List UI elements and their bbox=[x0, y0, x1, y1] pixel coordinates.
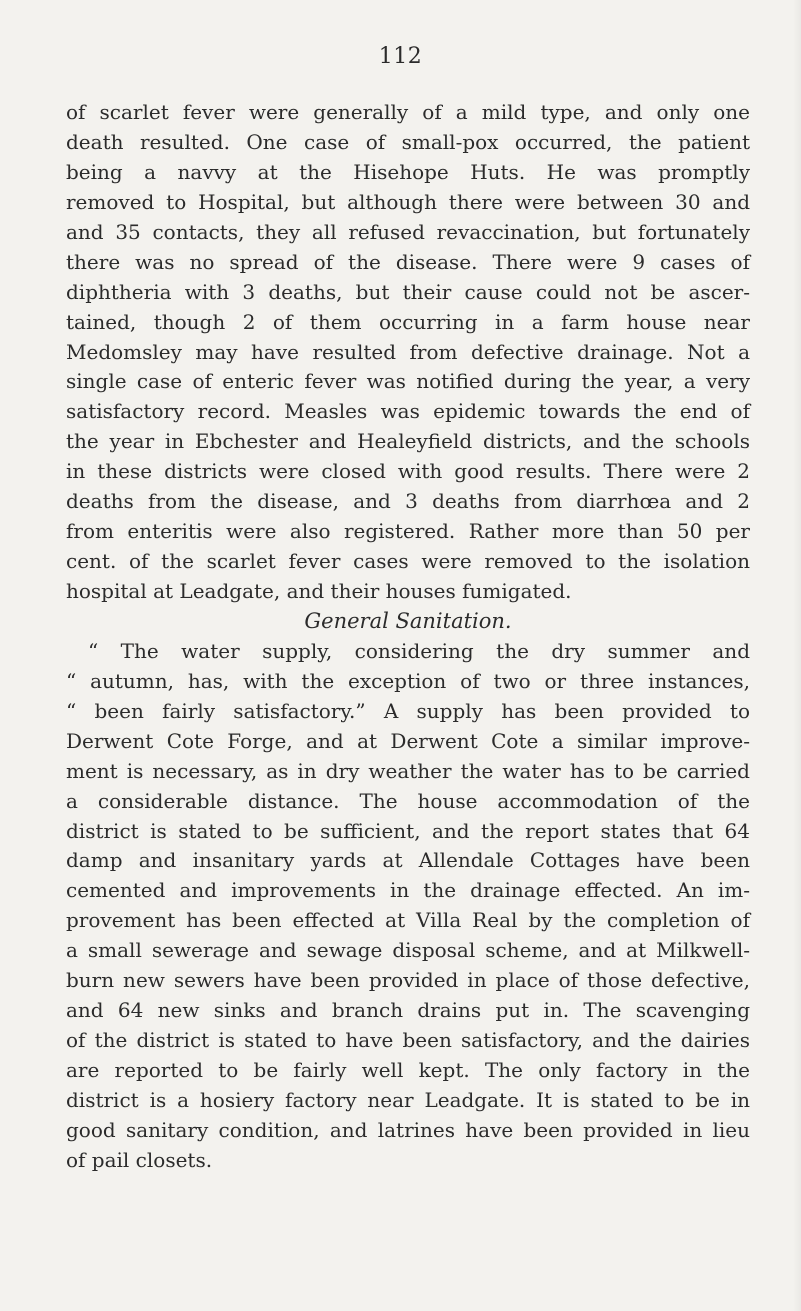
text-line: ment is necessary, as in dry weather the water has to be carried bbox=[66, 758, 750, 783]
text-line: and 64 new sinks and branch drains put in. The scavenging bbox=[66, 998, 750, 1023]
page-edge-shadow bbox=[793, 0, 801, 1311]
text-line: a considerable distance. The house accommodation of the bbox=[66, 788, 750, 813]
section-heading: General Sanitation. bbox=[304, 608, 512, 633]
text-line: Derwent Cote Forge, and at Derwent Cote a similar improve- bbox=[66, 728, 750, 753]
text-line: district is stated to be sufficient, and the report states that 64 bbox=[66, 818, 750, 843]
body-text bbox=[66, 98, 750, 1176]
text-line: good sanitary condition, and latrines have been provided in lieu bbox=[66, 1117, 750, 1142]
text-line: being a navvy at the Hisehope Huts. He was promptly bbox=[66, 159, 750, 184]
text-line: in these districts were closed with good results. There were 2 bbox=[66, 459, 750, 484]
text-line: of the district is stated to have been satisfactory, and the dairies bbox=[66, 1028, 750, 1053]
text-line: death resulted. One case of small-pox occurred, the patient bbox=[66, 129, 750, 154]
text-line: removed to Hospital, but although there were between 30 and bbox=[66, 189, 750, 214]
text-line: cemented and improvements in the drainage effected. An im- bbox=[66, 878, 750, 903]
text-line: satisfactory record. Measles was epidemic towards the end of bbox=[66, 399, 750, 424]
text-line: diphtheria with 3 deaths, but their cause could not be ascer- bbox=[66, 279, 750, 304]
text-line: a small sewerage and sewage disposal scheme, and at Milkwell- bbox=[66, 938, 750, 963]
text-line: the year in Ebchester and Healeyfield districts, and the schools bbox=[66, 429, 750, 454]
text-line: there was no spread of the disease. There were 9 cases of bbox=[66, 249, 750, 274]
text-line: are reported to be fairly well kept. The only factory in the bbox=[66, 1058, 750, 1082]
text-line-paragraph-end: of pail closets. bbox=[66, 1147, 213, 1172]
text-line: from enteritis were also registered. Rather more than 50 per bbox=[66, 519, 750, 544]
text-line: tained, though 2 of them occurring in a farm house near bbox=[66, 309, 750, 334]
text-line: of scarlet fever were generally of a mild type, and only one bbox=[66, 100, 750, 124]
text-line: provement has been effected at Villa Real by the completion of bbox=[66, 908, 750, 933]
text-line: “ autumn, has, with the exception of two or three instances, bbox=[66, 668, 750, 693]
text-line: burn new sewers have been provided in place of those defective, bbox=[66, 968, 750, 993]
text-line: Medomsley may have resulted from defective drainage. Not a bbox=[66, 339, 750, 364]
text-line: “ been fairly satisfactory.” A supply has been provided to bbox=[66, 698, 750, 723]
text-line: deaths from the disease, and 3 deaths from diarrhœa and 2 bbox=[66, 489, 750, 514]
text-line: cent. of the scarlet fever cases were removed to the isolation bbox=[66, 549, 750, 574]
text-line: district is a hosiery factory near Leadgate. It is stated to be in bbox=[66, 1087, 750, 1112]
text-line: and 35 contacts, they all refused revaccination, but fortunately bbox=[66, 219, 750, 244]
text-line-indented: “ The water supply, considering the dry summer and bbox=[88, 638, 750, 663]
text-line-paragraph-end: hospital at Leadgate, and their houses fumigated. bbox=[66, 579, 572, 603]
page-number: 112 bbox=[378, 44, 423, 69]
text-line: single case of enteric fever was notified during the year, a very bbox=[66, 369, 750, 394]
text-line: damp and insanitary yards at Allendale Cottages have been bbox=[66, 848, 750, 873]
